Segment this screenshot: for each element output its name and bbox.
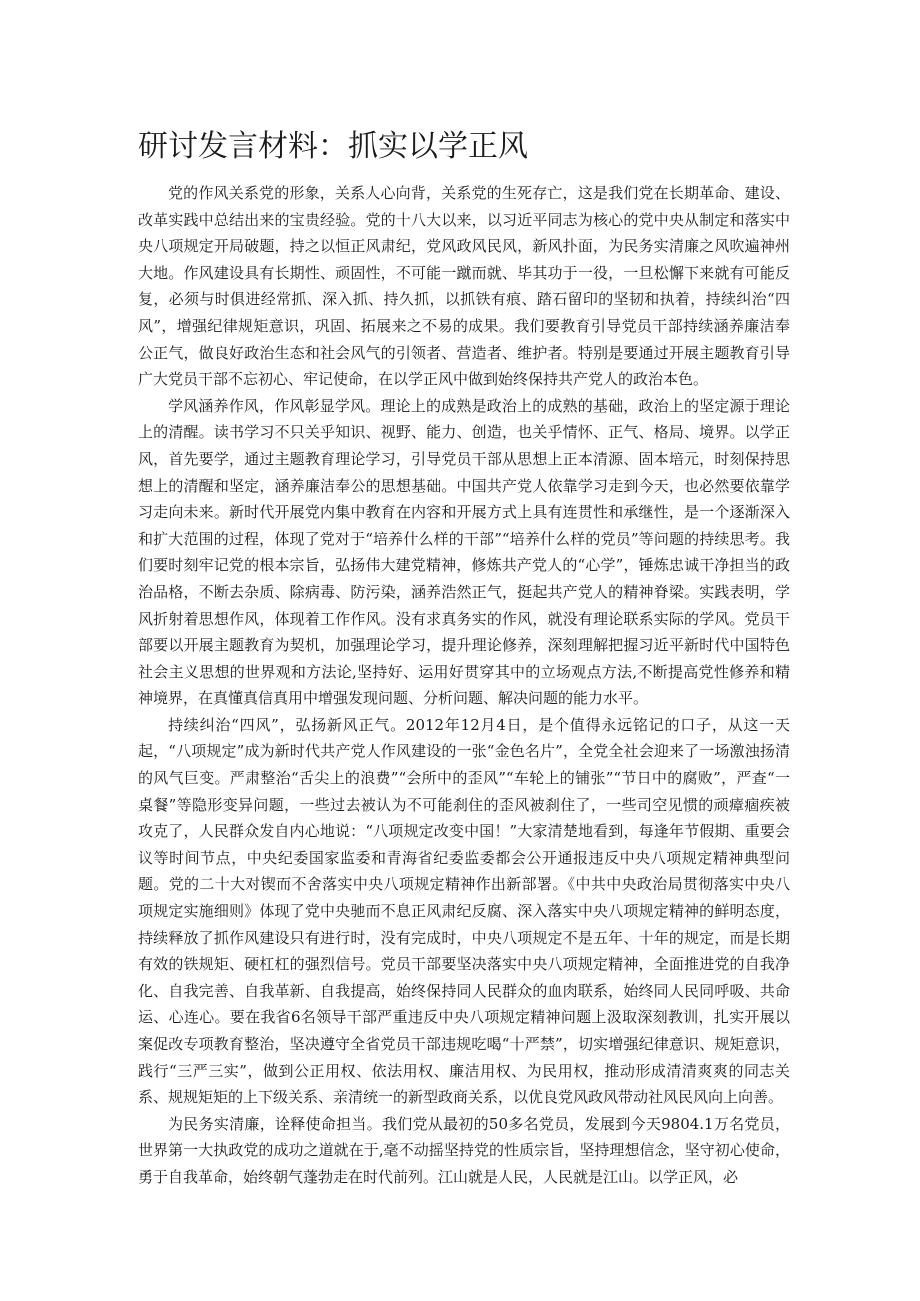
paragraph: 为民务实清廉，诠释使命担当。我们党从最初的50多名党员，发展到今天9804.1万名党员，世界第一大执政党的成功之道就在于,毫不动摇坚持党的性质宗旨，坚持理想信念，坚守初心使命，勇于自我革命，始终朝气蓬勃走在时代前列。江山就是人民，人民就是江山。以学正风，必: [138, 1114, 790, 1186]
document-body: [138, 180, 790, 1191]
paragraph: 学风涵养作风，作风彰显学风。理论上的成熟是政治上的成熟的基础，政治上的坚定源于理论上的清醒。读书学习不只关乎知识、视野、能力、创造，也关乎情怀、正气、格局、境界。以学正风，首先要学，通过主题教育理论学习，引导党员干部从思想上正本清源、固本培元，时刻保持思想上的清醒和坚定，涵养廉洁奉公的思想基础。中国共产党人依靠学习走到今天，也必然要依靠学习走向未来。新时代开展党内集中教育在内容和开展方式上具有连贯性和承继性，是一个逐渐深入和扩大范围的过程，体现了党对于“培养什么样的干部”“培养什么样的党员”等问题的持续思考。我们要时刻牢记党的根本宗旨，弘扬伟大建党精神，修炼共产党人的“心学”，锤炼忠诚干净担当的政治品格，不断去杂质、除病毒、防污染，涵养浩然正气，挺起共产党人的精神脊梁。实践表明，学风折射着思想作风，体现着工作作风。没有求真务实的作风，就没有理论联系实际的学风。党员干部要以开展主题教育为契机，加强理论学习，提升理论修养，深刻理解把握习近平新时代中国特色社会主义思想的世界观和方法论,坚持好、运用好贯穿其中的立场观点方法,不断提高党性修养和精神境界，在真懂真信真用中增强发现问题、分析问题、解决问题的能力水平。: [138, 396, 790, 708]
document-title: 研讨发言材料：抓实以学正风: [138, 129, 528, 164]
paragraph: 持续纠治“四风”，弘扬新风正气。2012年12月4日，是个值得永远铭记的口子，从这一天起，“八项规定”成为新时代共产党人作风建设的一张“金色名片”，全党全社会迎来了一场激浊扬清的风气巨变。严肃整治“舌尖上的浪费”“会所中的歪风”“车轮上的铺张”“节日中的腐败”，严查“一桌餐”等隐形变异问题，一些过去被认为不可能刹住的歪风被刹住了，一些司空见惯的顽瘴痼疾被攻克了，人民群众发自内心地说：“八项规定改变中国！”大家清楚地看到，每逢年节假期、重要会议等时间节点，中央纪委国家监委和青海省纪委监委都会公开通报违反中央八项规定精神典型问题。党的二十大对锲而不舍落实中央八项规定精神作出新部署。《中共中央政治局贯彻落实中央八项规定实施细则》体现了党中央驰而不息正风肃纪反腐、深入落实中央八项规定精神的鲜明态度，持续释放了抓作风建设只有进行时，没有完成时，中央八项规定不是五年、十年的规定，而是长期有效的铁规矩、硬杠杠的强烈信号。党员干部要坚决落实中央八项规定精神，全面推进党的自我净化、自我完善、自我革新、自我提高，始终保持同人民群众的血肉联系，始终同人民同呼吸、共命运、心连心。要在我省6名领导干部严重违反中央八项规定精神问题上汲取深刻教训，扎实开展以案促改专项教育整治，坚决遵守全省党员干部违规吃喝“十严禁”，切实增强纪律意识、规矩意识，践行“三严三实”，做到公正用权、依法用权、廉洁用权、为民用权，推动形成清清爽爽的同志关系、规规矩矩的上下级关系、亲清统一的新型政商关系，以优良党风政风带动社风民风向上向善。: [138, 715, 790, 1107]
paragraph: 党的作风关系党的形象，关系人心向背，关系党的生死存亡，这是我们党在长期革命、建设、改革实践中总结出来的宝贵经验。党的十八大以来，以习近平同志为核心的党中央从制定和落实中央八项规定开局破题，持之以恒正风肃纪，党风政风民风，新风扑面，为民务实清廉之风吹遍神州大地。作风建设具有长期性、顽固性，不可能一蹴而就、毕其功于一役，一旦松懈下来就有可能反复，必须与时俱进经常抓、深入抓、持久抓，以抓铁有痕、踏石留印的坚韧和执着，持续纠治“四风”，增强纪律规矩意识，巩固、拓展来之不易的成果。我们要教育引导党员干部持续涵养廉洁奉公正气，做良好政治生态和社会风气的引领者、营造者、维护者。特别是要通过开展主题教育引导广大党员干部不忘初心、牢记使命，在以学正风中做到始终保持共产党人的政治本色。: [138, 184, 790, 389]
